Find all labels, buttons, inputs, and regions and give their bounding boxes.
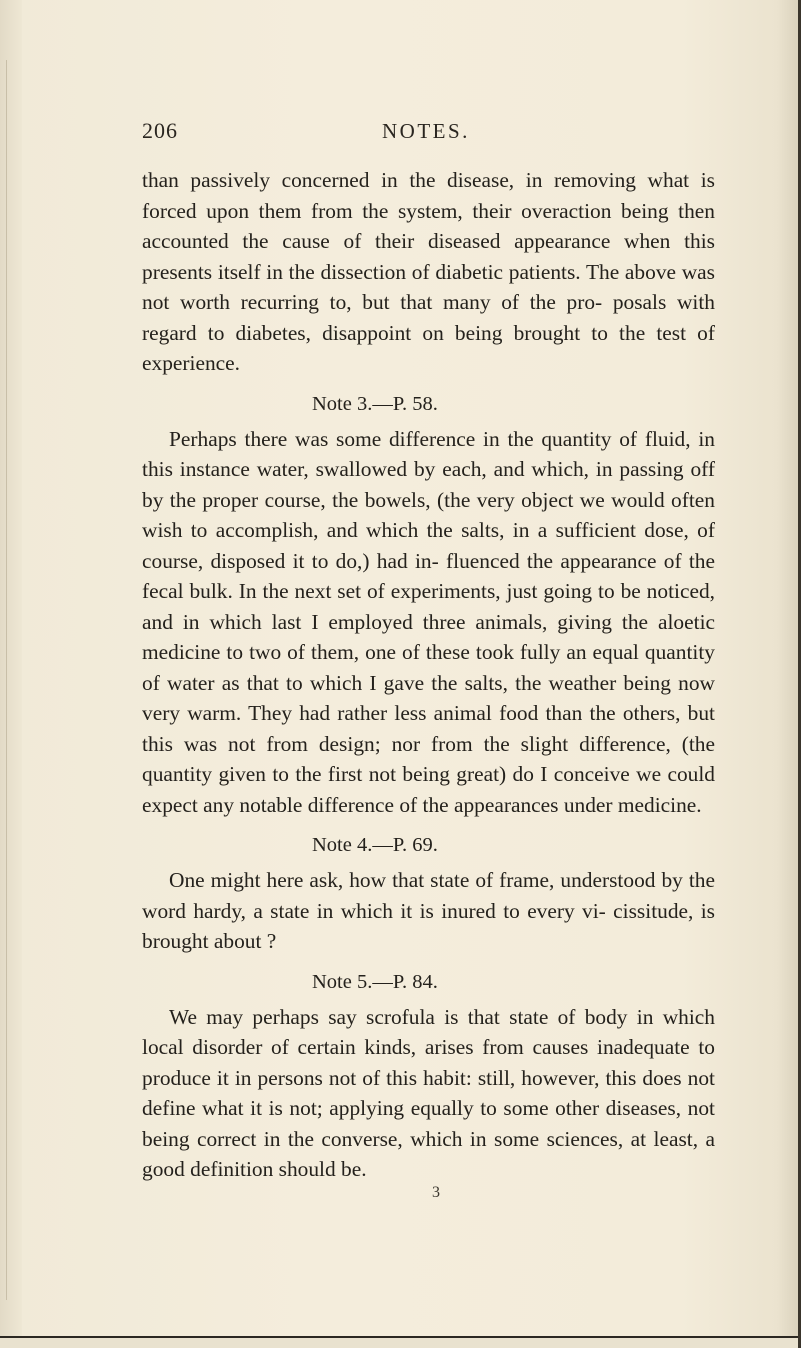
note-3-heading: Note 3.—P. 58. (312, 392, 438, 415)
page-bottom-edge (0, 1336, 801, 1338)
running-head: NOTES. (382, 119, 470, 143)
signature-mark: 3 (432, 1183, 440, 1201)
note-5-text: We may perhaps say scrofula is that state of body in which local disorder of certain kinds, arises from causes inadequate to produce it in persons not of this habit: still, however, this does not define what it is not; applying equally to some other diseases, not being correct in the converse, which in some sciences, at least, a good definition should be. (142, 1004, 715, 1181)
page-gutter (0, 0, 22, 1348)
note-4-text: One might here ask, how that state of frame, understood by the word hardy, a state in which it is inured to every vi- cissitude, is brought about ? (142, 868, 715, 953)
page-bottom-shade (0, 1338, 801, 1348)
opening-paragraph: than passively concerned in the disease, in removing what is forced upon them from the system, their overaction being then accounted the cause of their diseased appearance when this presents itself in the dissection of diabetic patients. The above was not worth recurring to, but that many of the pro- posals with regard to diabetes, disappoint on being brought to the test of experience. (142, 168, 715, 375)
note-5-heading: Note 5.—P. 84. (312, 970, 438, 993)
page-number: 206 (142, 118, 178, 143)
text-block (142, 165, 715, 1201)
note-4-heading: Note 4.—P. 69. (312, 834, 438, 856)
gutter-line (6, 60, 7, 1300)
note-3-text: Perhaps there was some difference in the quantity of fluid, in this instance water, swallowed by each, and which, in passing off by the proper course, the bowels, (the very object we would often wish to accomplish, and which the salts, in a sufficient dose, of course, disposed it to do,) had in- fluenced the appearance of the fecal bulk. In the next set of experiments, just going to be noticed, and in which last I employed three animals, giving the aloetic medicine to two of them, one of these took fully an equal quantity of water as that to which I gave the salts, the weather being now very warm. They had rather less animal food than the others, but this was not from design; nor from the slight difference, (the quantity given to the first not being great) do I conceive we could expect any notable difference of the appearances under medicine. (142, 426, 715, 817)
page-header (142, 118, 742, 148)
